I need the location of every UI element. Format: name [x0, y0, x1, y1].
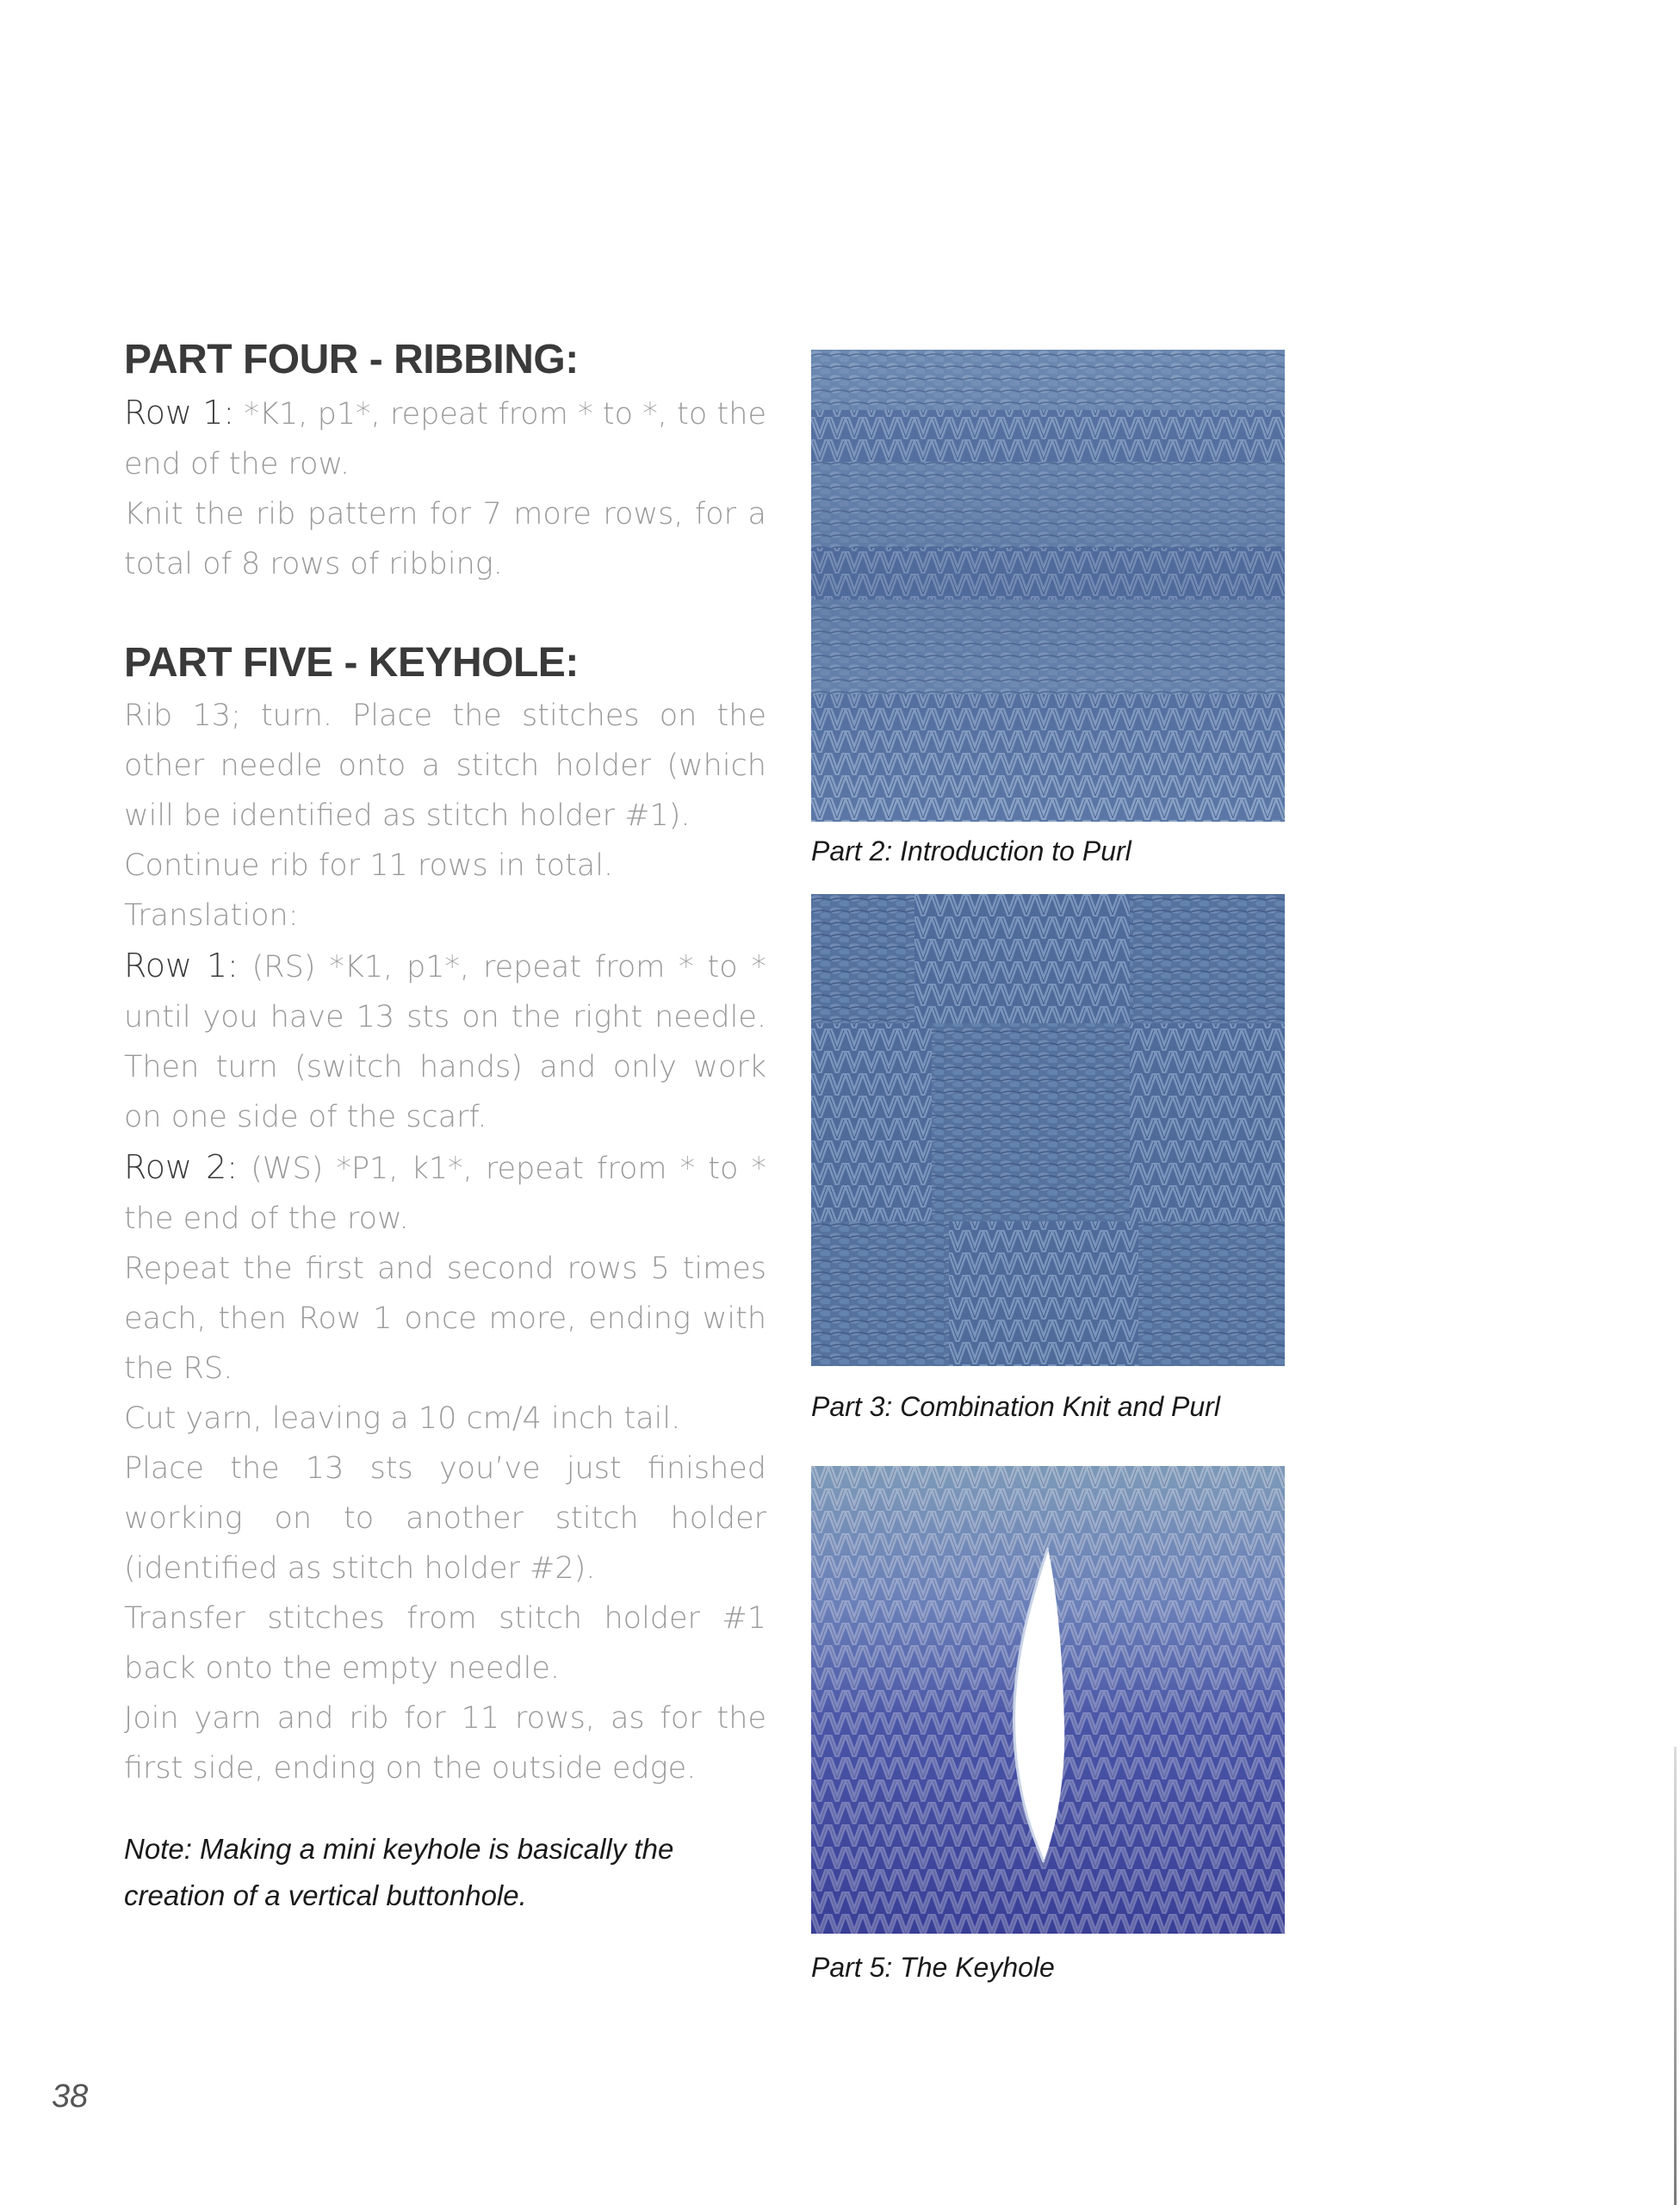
knit-swatch-image — [811, 894, 1285, 1366]
part-five-row1 — [124, 941, 766, 1142]
part-five-paragraph: Rib 13; turn. Place the stitches on the other needle onto a stitch holder (which will be identified as stitch holder #1). — [124, 699, 766, 833]
row-instruction: (WS) *P1, k1*, repeat from * to * the end of the row. — [124, 1152, 766, 1236]
row-instruction: (RS) *K1, p1*, repeat from * to * until you have 13 sts on the right needle. Then turn (switch hands) and only work on one side of the scarf. — [124, 950, 767, 1134]
part-five-paragraph: Repeat the first and second rows 5 times each, then Row 1 once more, ending with the RS. — [124, 1252, 766, 1386]
page-edge-line — [1674, 1747, 1677, 2205]
part-five-paragraph: Transfer stitches from stitch holder #1 back onto the empty needle. — [124, 1601, 766, 1686]
row-instruction: *K1, p1*, repeat from * to *, to the end of the row. — [124, 397, 766, 481]
row-label: Row 2: — [124, 1148, 239, 1186]
knit-swatch-image — [811, 350, 1285, 822]
photo-caption: Part 3: Combination Knit and Purl — [811, 1391, 1220, 1422]
photo-caption: Part 5: The Keyhole — [811, 1952, 1055, 1983]
part-four-paragraph: Knit the rib pattern for 7 more rows, for a total of 8 rows of ribbing. — [124, 497, 766, 581]
keyhole-note: Note: Making a mini keyhole is basically the creation of a vertical buttonhole. — [124, 1833, 674, 1911]
part-five-row2 — [124, 1142, 766, 1244]
photo-combination-knit-purl — [811, 894, 1285, 1366]
photo-intro-to-purl — [811, 350, 1285, 822]
page-number: 38 — [52, 2078, 89, 2115]
part-four-heading: PART FOUR - RIBBING: — [124, 337, 579, 382]
part-five-paragraph: Translation: — [124, 898, 299, 933]
photo-the-keyhole — [811, 1466, 1285, 1934]
photo-caption: Part 2: Introduction to Purl — [811, 835, 1131, 866]
part-five-heading: PART FIVE - KEYHOLE: — [124, 640, 579, 686]
part-four-row1 — [124, 388, 766, 489]
part-five-paragraph: Join yarn and rib for 11 rows, as for the first side, ending on the outside edge. — [124, 1701, 766, 1786]
part-five-paragraph: Continue rib for 11 rows in total. — [124, 848, 614, 883]
part-five-paragraph: Cut yarn, leaving a 10 cm/4 inch tail. — [124, 1401, 681, 1436]
text-column — [124, 336, 766, 1919]
knit-swatch-image — [811, 1466, 1285, 1934]
row-label: Row 1: — [124, 947, 239, 984]
row-label: Row 1: — [124, 394, 235, 432]
part-five-paragraph: Place the 13 sts you’ve just finished working on to another stitch holder (identified as stitch holder #2). — [124, 1451, 766, 1586]
